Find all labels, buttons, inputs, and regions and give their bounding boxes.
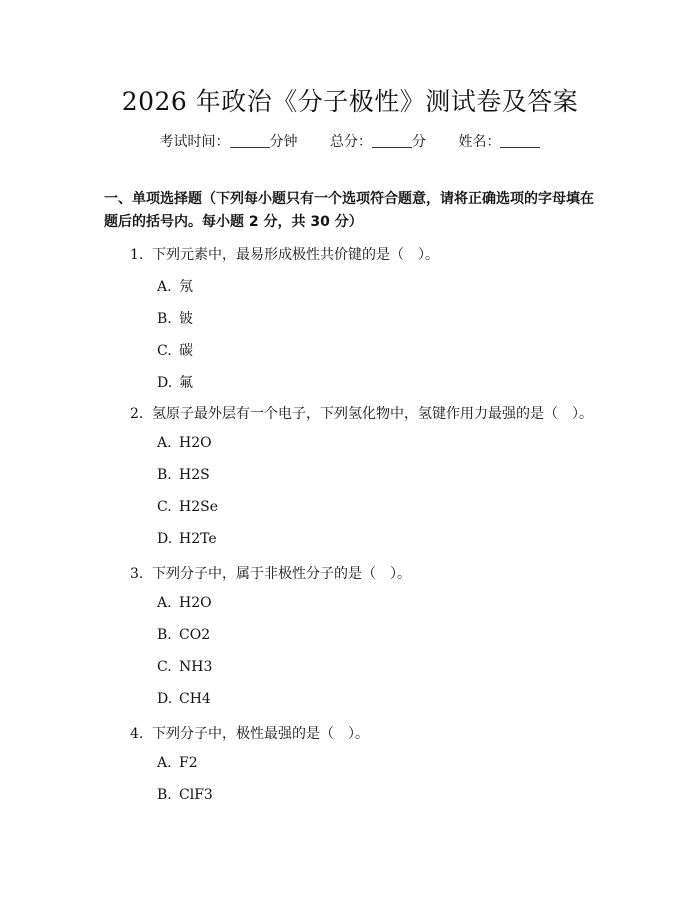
option-text: H2O: [179, 595, 212, 611]
name-blank: [500, 133, 540, 148]
option-text: H2S: [179, 467, 210, 483]
question-1: [130, 244, 439, 264]
option-text: H2Se: [179, 499, 218, 515]
option-3a: [157, 595, 212, 611]
option-1c: [157, 340, 193, 360]
option-3b: [157, 627, 210, 643]
option-text: ClF3: [179, 787, 213, 803]
option-4b: [157, 787, 213, 803]
student-name: [458, 131, 540, 151]
question-text: 下列分子中，极性最强的是（ ）。: [152, 726, 369, 742]
option-text: F2: [179, 755, 198, 771]
option-letter: A.: [157, 279, 172, 295]
option-letter: B.: [157, 787, 172, 803]
option-1d: [157, 372, 193, 392]
option-letter: D.: [157, 375, 173, 391]
question-text: 下列分子中，属于非极性分子的是（ ）。: [152, 566, 411, 582]
score-label: 总分：: [330, 134, 372, 150]
option-text: 氟: [179, 375, 193, 391]
question-4: [130, 723, 369, 743]
option-text: H2O: [179, 435, 212, 451]
option-text: H2Te: [179, 531, 217, 547]
option-3c: [157, 659, 212, 675]
exam-score: [330, 131, 426, 151]
name-label: 姓名：: [458, 134, 501, 150]
exam-meta: [0, 131, 700, 151]
time-label: 考试时间：: [159, 134, 230, 150]
option-letter: A.: [157, 755, 172, 771]
option-text: NH3: [179, 659, 213, 675]
option-letter: B.: [157, 627, 172, 643]
option-2d: [157, 531, 217, 547]
option-2c: [157, 499, 218, 515]
option-1b: [157, 308, 193, 328]
question-3: [130, 563, 411, 583]
option-letter: C.: [157, 499, 172, 515]
option-text: CO2: [179, 627, 211, 643]
question-number: 3.: [130, 566, 144, 582]
option-letter: A.: [157, 435, 172, 451]
option-letter: C.: [157, 343, 172, 359]
option-2b: [157, 467, 210, 483]
page-title: 2026 年政治《分子极性》测试卷及答案: [121, 87, 579, 116]
score-unit: 分: [412, 134, 426, 150]
question-number: 1.: [130, 247, 144, 263]
score-blank: [372, 133, 412, 148]
option-letter: D.: [157, 531, 173, 547]
option-text: 氖: [179, 279, 193, 295]
option-letter: B.: [157, 311, 172, 327]
question-number: 4.: [130, 726, 144, 742]
option-letter: D.: [157, 691, 173, 707]
exam-time: [160, 131, 298, 151]
option-text: 铍: [179, 311, 193, 327]
question-text: 氢原子最外层有一个电子，下列氢化物中，氢键作用力最强的是（ ）。: [152, 406, 593, 422]
time-unit: 分钟: [269, 134, 298, 150]
section-heading: 一、单项选择题（下列每小题只有一个选项符合题意，请将正确选项的字母填在题后的括号内。每小题 2 分，共 30 分）: [104, 191, 594, 230]
time-blank: [230, 133, 270, 148]
option-text: CH4: [179, 691, 211, 707]
option-2a: [157, 435, 212, 451]
option-3d: [157, 691, 211, 707]
question-2: [130, 403, 593, 423]
option-text: 碳: [179, 343, 193, 359]
option-4a: [157, 755, 198, 771]
question-text: 下列元素中，最易形成极性共价键的是（ ）。: [152, 247, 439, 263]
option-1a: [157, 276, 193, 296]
option-letter: B.: [157, 467, 172, 483]
option-letter: C.: [157, 659, 172, 675]
question-number: 2.: [130, 406, 144, 422]
option-letter: A.: [157, 595, 172, 611]
